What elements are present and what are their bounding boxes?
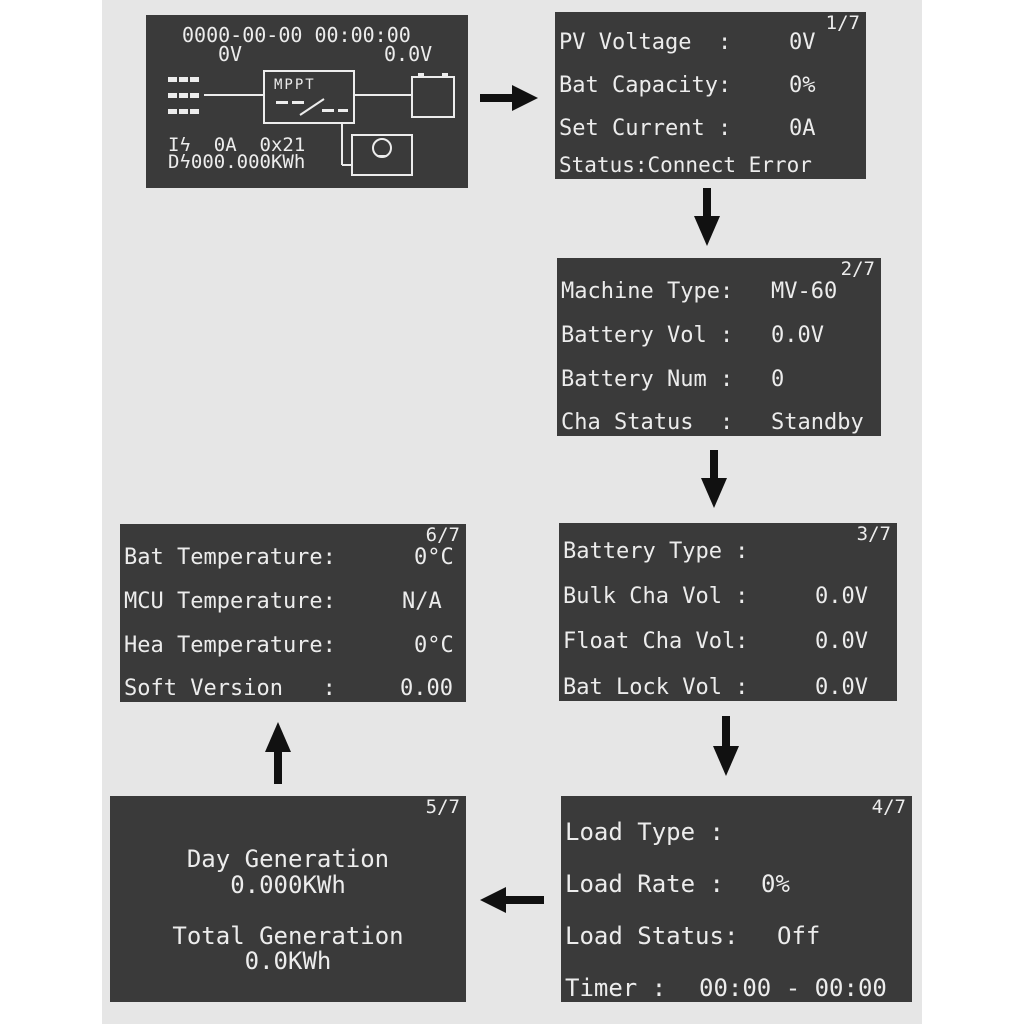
row-value: 0.00 [400, 676, 453, 701]
bat-temperature-row [124, 545, 454, 571]
cha-status-row [561, 410, 864, 436]
row-value: 0.0V [815, 675, 868, 700]
row-label: Battery Vol : [561, 323, 734, 348]
row-label: Load Rate : [565, 870, 724, 898]
pv-voltage-row [559, 30, 816, 56]
row-value: 0A [789, 116, 816, 141]
row-label: Soft Version : [124, 676, 336, 701]
arrow-up-icon [263, 722, 293, 784]
row-label: Status:Connect Error [559, 153, 812, 177]
row-value: 0°C [414, 633, 454, 658]
battery-type-row [563, 539, 748, 565]
current-readout: Iϟ 0A 0x21 [168, 134, 306, 156]
row-label: PV Voltage : [559, 30, 732, 55]
battery-num-row [561, 367, 785, 393]
row-label: MCU Temperature: [124, 589, 336, 614]
day-energy-readout: Dϟ000.000KWh [168, 151, 306, 173]
arrow-down-icon [711, 716, 741, 776]
hea-temperature-row [124, 633, 454, 659]
float-cha-vol-row [563, 629, 868, 655]
row-label: Set Current : [559, 116, 732, 141]
row-value: 0.0V [771, 323, 824, 348]
day-generation-label: Day Generation [186, 845, 390, 873]
pv-voltage-readout: 0V [218, 42, 243, 66]
mcu-temperature-row [124, 589, 442, 615]
row-label: Hea Temperature: [124, 633, 336, 658]
row-value: MV-60 [771, 279, 838, 304]
arrow-right-icon [480, 83, 540, 113]
page-indicator: 6/7 [425, 524, 460, 546]
battery-icon [412, 77, 454, 117]
row-label: Load Status: [565, 922, 739, 950]
screen-1-status [555, 12, 866, 179]
row-value: 0 [771, 367, 785, 392]
screen-6-temperature [120, 524, 466, 702]
screen-5-generation [110, 796, 466, 1002]
screen-2-machine [557, 258, 881, 436]
set-current-row [559, 116, 816, 142]
soft-version-row [124, 676, 453, 702]
row-label: Load Type : [565, 818, 724, 846]
row-value: 00:00 - 00:00 [699, 974, 887, 1002]
row-value: 0°C [414, 545, 454, 570]
timer-row [565, 974, 887, 1002]
total-generation-value: 0.0KWh [244, 947, 332, 975]
screen-4-load [561, 796, 912, 1002]
row-label: Float Cha Vol: [563, 629, 749, 654]
arrow-down-icon [692, 188, 722, 248]
bulk-cha-vol-row [563, 584, 868, 610]
load-status-row [565, 922, 821, 950]
row-label: Bat Lock Vol : [563, 675, 749, 700]
row-value: 0.0V [815, 629, 868, 654]
page-indicator: 1/7 [825, 12, 860, 34]
row-label: Battery Num : [561, 367, 734, 392]
bat-lock-vol-row [563, 675, 868, 701]
mppt-label: MPPT [274, 77, 316, 93]
battery-voltage-readout: 0.0V [384, 42, 433, 66]
arrow-down-icon [699, 450, 729, 510]
row-label: Bulk Cha Vol : [563, 584, 749, 609]
page-indicator: 3/7 [856, 523, 891, 545]
datetime: 0000-00-00 00:00:00 [182, 23, 411, 47]
row-label: Machine Type: [561, 279, 734, 304]
page-indicator: 5/7 [425, 796, 460, 818]
status-row [559, 152, 812, 178]
page-indicator: 4/7 [871, 796, 906, 818]
battery-vol-row [561, 323, 824, 349]
load-rate-row [565, 870, 790, 898]
solar-panel-icon [168, 77, 199, 114]
page-indicator: 2/7 [840, 258, 875, 280]
machine-type-row [561, 279, 838, 305]
bat-capacity-row [559, 73, 816, 99]
row-value: 0% [789, 73, 816, 98]
row-value: 0V [789, 30, 816, 55]
main-screen [146, 15, 468, 188]
arrow-left-icon [480, 885, 544, 915]
row-value: Standby [771, 410, 864, 435]
row-value: Off [777, 922, 821, 950]
row-value: 0.0V [815, 584, 868, 609]
screen-3-battery [559, 523, 897, 701]
day-generation-value: 0.000KWh [230, 871, 346, 899]
row-label: Timer : [565, 974, 667, 1002]
row-label: Bat Temperature: [124, 545, 336, 570]
row-value: 0% [761, 870, 790, 898]
load-type-row [565, 819, 724, 845]
row-label: Cha Status : [561, 410, 734, 435]
row-value: N/A [402, 589, 442, 614]
total-generation-label: Total Generation [172, 922, 404, 950]
row-label: Bat Capacity: [559, 73, 732, 98]
row-label: Battery Type : [563, 539, 749, 564]
